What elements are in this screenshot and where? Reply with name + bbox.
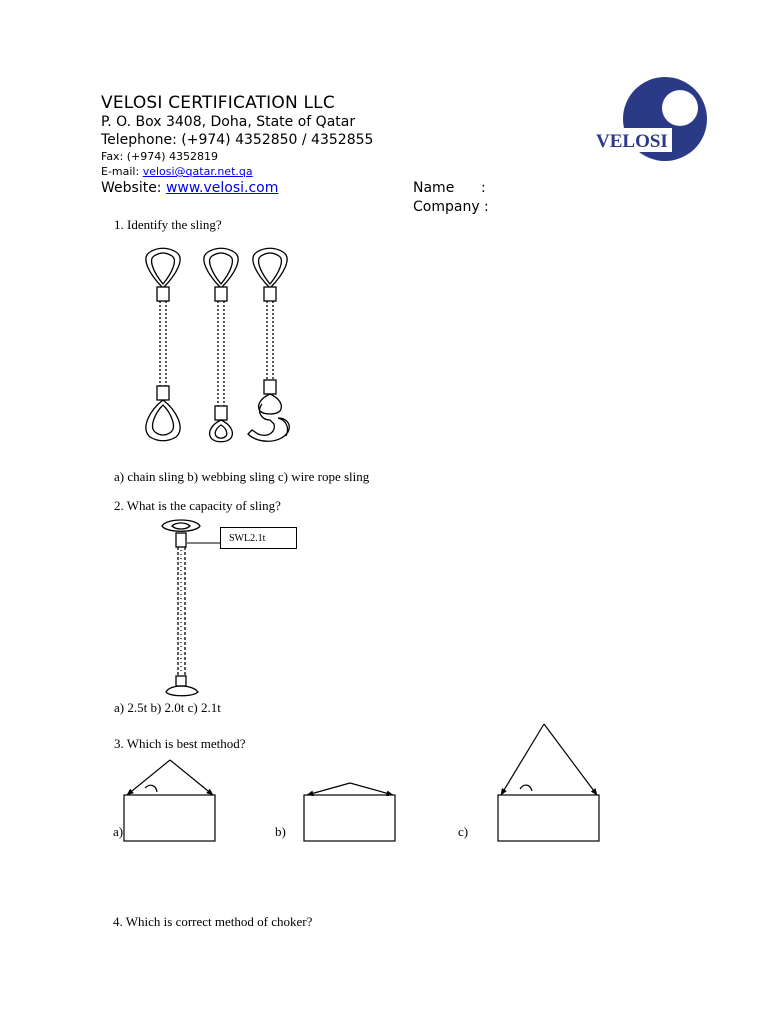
question-1-options: a) chain sling b) webbing sling c) wire rope sling xyxy=(114,469,370,484)
company-telephone: Telephone: (+974) 4352850 / 4352855 xyxy=(101,132,374,148)
method-a-diagram xyxy=(124,760,215,841)
company-name: VELOSI CERTIFICATION LLC xyxy=(101,93,335,113)
company-label: Company : xyxy=(413,199,489,215)
question-3: 3. Which is best method? xyxy=(114,736,246,751)
question-1: 1. Identify the sling? xyxy=(114,217,222,232)
website-label: Website: xyxy=(101,180,166,196)
swl-tag: SWL2.1t xyxy=(220,527,297,549)
name-label: Name xyxy=(413,180,455,196)
method-c-label: c) xyxy=(458,824,469,839)
question-2-options: a) 2.5t b) 2.0t c) 2.1t xyxy=(114,700,221,715)
logo-text: VELOSI xyxy=(596,131,668,152)
company-address: P. O. Box 3408, Doha, State of Qatar xyxy=(101,114,356,130)
question-2: 2. What is the capacity of sling? xyxy=(114,498,281,513)
email-link[interactable]: velosi@qatar.net.qa xyxy=(142,165,253,178)
company-fax: Fax: (+974) 4352819 xyxy=(101,150,219,163)
name-colon: : xyxy=(481,180,486,196)
method-c-diagram xyxy=(498,724,599,841)
website-link[interactable]: www.velosi.com xyxy=(165,180,279,196)
method-a-label: a) xyxy=(113,824,124,839)
email-label: E-mail: xyxy=(101,165,143,178)
method-b-label: b) xyxy=(275,824,286,839)
method-b-diagram xyxy=(304,783,395,841)
question-4: 4. Which is correct method of choker? xyxy=(113,914,313,929)
